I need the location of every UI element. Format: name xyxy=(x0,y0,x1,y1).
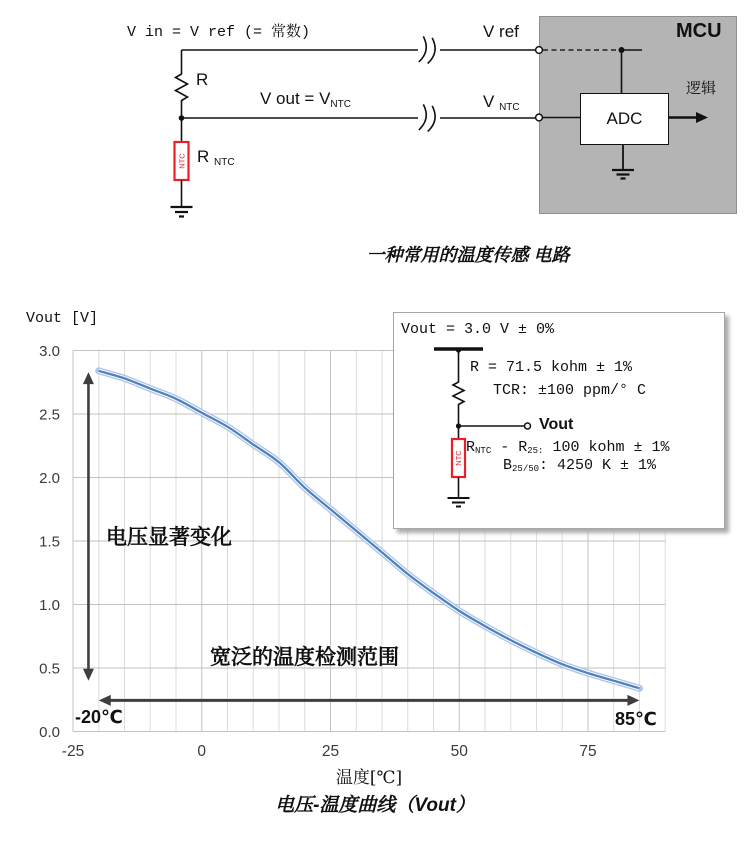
vntc-pin-label: V $_{NTC}$ xyxy=(483,92,520,113)
adc-box xyxy=(580,93,669,145)
vout-equation-label: V out = $V_{NTC}$ xyxy=(260,89,351,110)
x-axis-title: 温度[℃] xyxy=(335,768,403,788)
ground-symbol-adc xyxy=(612,170,634,179)
ins-ntc-label: NTC xyxy=(454,450,463,466)
inset-vout-label: Vout xyxy=(539,416,574,433)
range-min-label: -20℃ xyxy=(75,707,123,727)
y-tick-label: 2.5 xyxy=(39,406,60,424)
ground-symbol-left xyxy=(171,207,193,217)
vntc-terminal xyxy=(536,114,543,121)
x-tick-label: 25 xyxy=(321,743,340,760)
mcu-label: MCU xyxy=(676,20,722,42)
y-tick-label: 3.0 xyxy=(39,343,60,360)
x-tick-label: 50 xyxy=(450,743,468,760)
vref-to-adc-wire xyxy=(622,50,643,93)
resistor-r-label: R xyxy=(196,70,209,89)
y-tick-label: 1.0 xyxy=(39,597,60,614)
x-tick-label: 0 xyxy=(197,743,207,760)
ins-vout-terminal xyxy=(525,423,531,429)
inset-rntc-value: $R_{NTC} - R_{25:}$ 100 kohm ± 1% xyxy=(466,439,670,456)
vref-pin-label: V ref xyxy=(483,22,519,41)
vin-equation-label: V in = V ref (= 常数) xyxy=(127,24,311,41)
inset-supply-line: Vout = 3.0 V ± 0% xyxy=(401,321,555,338)
annotation-temp-range: 宽泛的温度检测范围 xyxy=(210,646,399,669)
resistor-r xyxy=(176,71,188,104)
arrowhead-right xyxy=(627,695,639,706)
arrowhead-left xyxy=(99,695,111,706)
arrowhead-up xyxy=(83,372,94,384)
range-max-label: 85℃ xyxy=(615,709,657,729)
logic-label: 逻辑 xyxy=(686,79,717,97)
inset-r-value: R = 71.5 kohm ± 1% xyxy=(470,359,633,376)
chart-caption: 电压-温度曲线（Vout） xyxy=(275,795,475,816)
annotation-voltage-change: 电压显著变化 xyxy=(106,526,232,549)
ins-resistor xyxy=(453,379,464,407)
rntc-label: R $_{NTC}$ xyxy=(197,147,235,168)
adc-label: ADC xyxy=(606,109,643,128)
y-tick-label: 1.5 xyxy=(39,533,60,551)
y-axis-title: Vout [V] xyxy=(26,310,99,327)
ntc-thermistor-label: NTC xyxy=(177,153,187,169)
ins-ground-symbol xyxy=(448,498,470,507)
inset-parameter-box xyxy=(393,312,725,529)
wire-break-top xyxy=(419,36,437,64)
y-tick-label: 0.0 xyxy=(39,724,60,741)
circuit-caption: 一种常用的温度传感 电路 xyxy=(366,245,570,265)
x-tick-label: -25 xyxy=(61,743,85,760)
inset-tcr-value: TCR: ±100 ppm/° C xyxy=(493,382,647,399)
adc-output-arrowhead xyxy=(696,112,708,123)
inset-b-value: $B_{25/50}$: 4250 K ± 1% xyxy=(503,457,657,474)
y-tick-label: 2.0 xyxy=(39,470,60,487)
arrowhead-down xyxy=(83,669,94,681)
wire-break-bottom xyxy=(419,104,437,132)
vref-terminal xyxy=(536,47,543,54)
x-tick-label: 75 xyxy=(579,743,597,760)
y-tick-label: 0.5 xyxy=(39,660,60,678)
